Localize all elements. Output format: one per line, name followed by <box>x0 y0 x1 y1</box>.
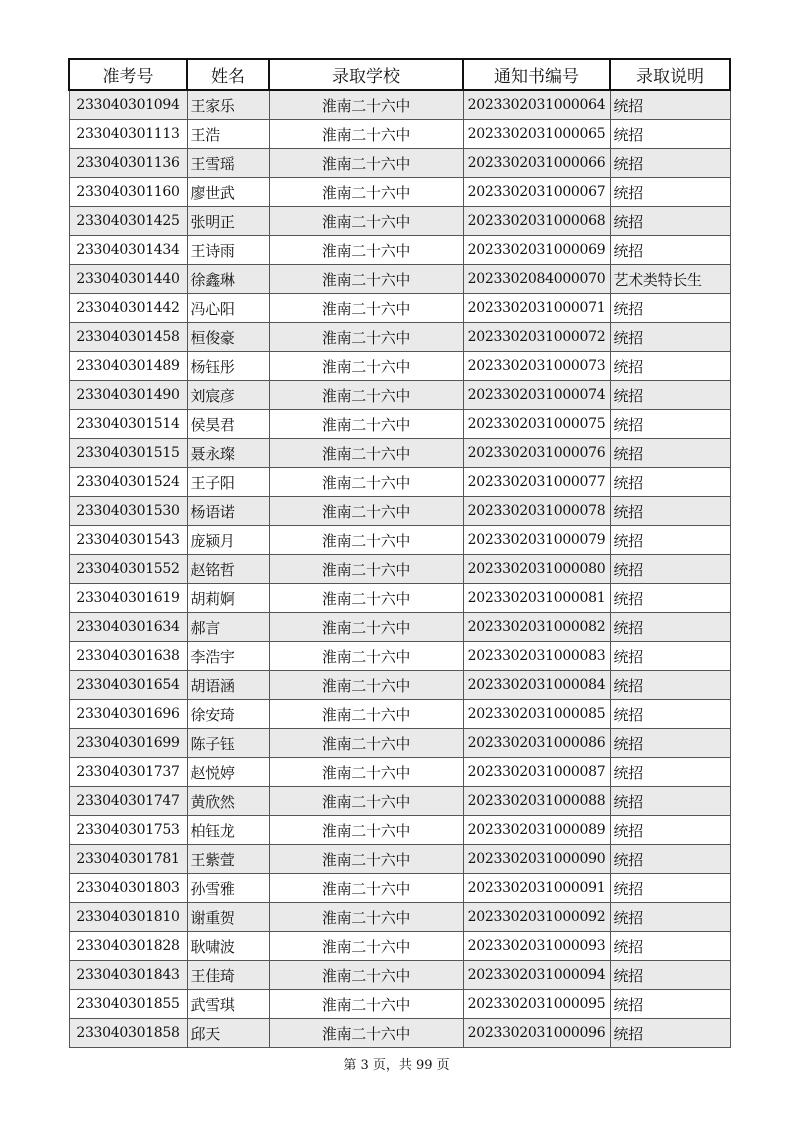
cell-admission-note: 统招 <box>610 410 730 439</box>
cell-school: 淮南二十六中 <box>269 932 463 961</box>
cell-admission-note: 统招 <box>610 439 730 468</box>
cell-exam-number: 233040301543 <box>69 526 187 555</box>
cell-name: 胡莉婀 <box>187 584 269 613</box>
cell-school: 淮南二十六中 <box>269 90 463 120</box>
table-row <box>69 526 730 555</box>
cell-exam-number: 233040301094 <box>69 90 187 120</box>
cell-name: 耿啸波 <box>187 932 269 961</box>
cell-admission-note: 统招 <box>610 555 730 584</box>
cell-school: 淮南二十六中 <box>269 700 463 729</box>
cell-admission-note: 统招 <box>610 236 730 265</box>
table-row <box>69 961 730 990</box>
cell-school: 淮南二十六中 <box>269 816 463 845</box>
cell-exam-number: 233040301781 <box>69 845 187 874</box>
cell-exam-number: 233040301160 <box>69 178 187 207</box>
cell-admission-note: 统招 <box>610 468 730 497</box>
cell-admission-note: 统招 <box>610 90 730 120</box>
cell-admission-note: 统招 <box>610 990 730 1019</box>
cell-school: 淮南二十六中 <box>269 642 463 671</box>
cell-exam-number: 233040301803 <box>69 874 187 903</box>
cell-admission-note: 统招 <box>610 787 730 816</box>
cell-admission-note: 统招 <box>610 381 730 410</box>
cell-name: 柏钰龙 <box>187 816 269 845</box>
cell-name: 孙雪雅 <box>187 874 269 903</box>
table-row <box>69 236 730 265</box>
cell-school: 淮南二十六中 <box>269 584 463 613</box>
cell-notice-number: 2023302031000081 <box>463 584 610 613</box>
cell-name: 侯昊君 <box>187 410 269 439</box>
cell-admission-note: 统招 <box>610 961 730 990</box>
cell-school: 淮南二十六中 <box>269 758 463 787</box>
cell-notice-number: 2023302031000065 <box>463 120 610 149</box>
table-row <box>69 816 730 845</box>
table-row <box>69 845 730 874</box>
cell-exam-number: 233040301552 <box>69 555 187 584</box>
cell-notice-number: 2023302031000075 <box>463 410 610 439</box>
cell-name: 杨钰彤 <box>187 352 269 381</box>
cell-admission-note: 统招 <box>610 729 730 758</box>
cell-name: 桓俊豪 <box>187 323 269 352</box>
cell-name: 王雪瑶 <box>187 149 269 178</box>
table-row <box>69 439 730 468</box>
cell-exam-number: 233040301136 <box>69 149 187 178</box>
cell-notice-number: 2023302031000087 <box>463 758 610 787</box>
cell-notice-number: 2023302084000070 <box>463 265 610 294</box>
cell-notice-number: 2023302031000072 <box>463 323 610 352</box>
page-footer: 第 3 页，共 99 页 <box>343 1058 450 1073</box>
cell-school: 淮南二十六中 <box>269 439 463 468</box>
cell-name: 武雪琪 <box>187 990 269 1019</box>
cell-school: 淮南二十六中 <box>269 265 463 294</box>
cell-exam-number: 233040301699 <box>69 729 187 758</box>
cell-admission-note: 统招 <box>610 207 730 236</box>
cell-notice-number: 2023302031000068 <box>463 207 610 236</box>
cell-school: 淮南二十六中 <box>269 236 463 265</box>
cell-name: 王佳琦 <box>187 961 269 990</box>
cell-school: 淮南二十六中 <box>269 497 463 526</box>
cell-notice-number: 2023302031000083 <box>463 642 610 671</box>
cell-notice-number: 2023302031000080 <box>463 555 610 584</box>
cell-admission-note: 统招 <box>610 613 730 642</box>
cell-school: 淮南二十六中 <box>269 178 463 207</box>
cell-school: 淮南二十六中 <box>269 845 463 874</box>
table-row <box>69 874 730 903</box>
cell-exam-number: 233040301654 <box>69 671 187 700</box>
cell-notice-number: 2023302031000093 <box>463 932 610 961</box>
cell-notice-number: 2023302031000094 <box>463 961 610 990</box>
table-row <box>69 352 730 381</box>
cell-exam-number: 233040301514 <box>69 410 187 439</box>
cell-name: 刘宸彦 <box>187 381 269 410</box>
table-row <box>69 178 730 207</box>
table-row <box>69 1019 730 1048</box>
cell-notice-number: 2023302031000074 <box>463 381 610 410</box>
header-row <box>69 59 730 90</box>
cell-exam-number: 233040301434 <box>69 236 187 265</box>
cell-exam-number: 233040301515 <box>69 439 187 468</box>
cell-admission-note: 统招 <box>610 323 730 352</box>
cell-exam-number: 233040301524 <box>69 468 187 497</box>
cell-school: 淮南二十六中 <box>269 381 463 410</box>
cell-name: 王诗雨 <box>187 236 269 265</box>
cell-notice-number: 2023302031000086 <box>463 729 610 758</box>
cell-school: 淮南二十六中 <box>269 671 463 700</box>
table-row <box>69 729 730 758</box>
table-row <box>69 410 730 439</box>
table-row <box>69 555 730 584</box>
cell-school: 淮南二十六中 <box>269 903 463 932</box>
cell-exam-number: 233040301619 <box>69 584 187 613</box>
cell-notice-number: 2023302031000095 <box>463 990 610 1019</box>
table-row <box>69 207 730 236</box>
cell-notice-number: 2023302031000071 <box>463 294 610 323</box>
cell-admission-note: 统招 <box>610 120 730 149</box>
cell-exam-number: 233040301753 <box>69 816 187 845</box>
table-row <box>69 642 730 671</box>
table-row <box>69 613 730 642</box>
cell-exam-number: 233040301828 <box>69 932 187 961</box>
table-row <box>69 381 730 410</box>
cell-admission-note: 统招 <box>610 642 730 671</box>
cell-exam-number: 233040301425 <box>69 207 187 236</box>
header-notice-number: 通知书编号 <box>463 59 610 90</box>
cell-exam-number: 233040301490 <box>69 381 187 410</box>
table-row <box>69 90 730 120</box>
table-body <box>69 90 730 1048</box>
cell-notice-number: 2023302031000084 <box>463 671 610 700</box>
cell-name: 聂永璨 <box>187 439 269 468</box>
cell-school: 淮南二十六中 <box>269 468 463 497</box>
cell-name: 王家乐 <box>187 90 269 120</box>
cell-name: 郝言 <box>187 613 269 642</box>
header-school: 录取学校 <box>269 59 463 90</box>
cell-admission-note: 统招 <box>610 816 730 845</box>
cell-exam-number: 233040301747 <box>69 787 187 816</box>
cell-notice-number: 2023302031000078 <box>463 497 610 526</box>
cell-admission-note: 统招 <box>610 700 730 729</box>
cell-notice-number: 2023302031000091 <box>463 874 610 903</box>
cell-school: 淮南二十六中 <box>269 323 463 352</box>
cell-school: 淮南二十六中 <box>269 410 463 439</box>
cell-school: 淮南二十六中 <box>269 787 463 816</box>
cell-notice-number: 2023302031000090 <box>463 845 610 874</box>
table-row <box>69 468 730 497</box>
table-row <box>69 787 730 816</box>
cell-school: 淮南二十六中 <box>269 120 463 149</box>
header-admission-note: 录取说明 <box>610 59 730 90</box>
cell-admission-note: 统招 <box>610 874 730 903</box>
table-row <box>69 323 730 352</box>
header-name: 姓名 <box>187 59 269 90</box>
admission-table-sheet <box>68 58 729 1048</box>
cell-name: 冯心阳 <box>187 294 269 323</box>
header-exam-number: 准考号 <box>69 59 187 90</box>
cell-notice-number: 2023302031000079 <box>463 526 610 555</box>
cell-notice-number: 2023302031000067 <box>463 178 610 207</box>
cell-admission-note: 统招 <box>610 584 730 613</box>
cell-notice-number: 2023302031000089 <box>463 816 610 845</box>
table-row <box>69 990 730 1019</box>
cell-name: 王浩 <box>187 120 269 149</box>
cell-school: 淮南二十六中 <box>269 961 463 990</box>
cell-notice-number: 2023302031000077 <box>463 468 610 497</box>
cell-exam-number: 233040301113 <box>69 120 187 149</box>
cell-exam-number: 233040301737 <box>69 758 187 787</box>
cell-name: 黄欣然 <box>187 787 269 816</box>
cell-exam-number: 233040301810 <box>69 903 187 932</box>
cell-notice-number: 2023302031000073 <box>463 352 610 381</box>
cell-name: 廖世武 <box>187 178 269 207</box>
cell-admission-note: 统招 <box>610 294 730 323</box>
cell-exam-number: 233040301855 <box>69 990 187 1019</box>
cell-notice-number: 2023302031000064 <box>463 90 610 120</box>
cell-school: 淮南二十六中 <box>269 874 463 903</box>
cell-name: 庞颍月 <box>187 526 269 555</box>
cell-school: 淮南二十六中 <box>269 613 463 642</box>
cell-school: 淮南二十六中 <box>269 207 463 236</box>
cell-name: 张明正 <box>187 207 269 236</box>
table-row <box>69 903 730 932</box>
cell-school: 淮南二十六中 <box>269 990 463 1019</box>
table-row <box>69 932 730 961</box>
cell-admission-note: 统招 <box>610 149 730 178</box>
cell-exam-number: 233040301858 <box>69 1019 187 1048</box>
cell-notice-number: 2023302031000069 <box>463 236 610 265</box>
cell-name: 陈子钰 <box>187 729 269 758</box>
cell-admission-note: 统招 <box>610 526 730 555</box>
cell-exam-number: 233040301638 <box>69 642 187 671</box>
cell-notice-number: 2023302031000088 <box>463 787 610 816</box>
cell-exam-number: 233040301530 <box>69 497 187 526</box>
cell-exam-number: 233040301843 <box>69 961 187 990</box>
table-row <box>69 149 730 178</box>
cell-admission-note: 统招 <box>610 903 730 932</box>
table-row <box>69 671 730 700</box>
cell-name: 谢重贺 <box>187 903 269 932</box>
cell-name: 赵悦婷 <box>187 758 269 787</box>
cell-school: 淮南二十六中 <box>269 352 463 381</box>
table-row <box>69 758 730 787</box>
cell-notice-number: 2023302031000092 <box>463 903 610 932</box>
table-row <box>69 120 730 149</box>
cell-name: 胡语涵 <box>187 671 269 700</box>
cell-exam-number: 233040301696 <box>69 700 187 729</box>
cell-name: 王紫萱 <box>187 845 269 874</box>
cell-name: 徐鑫琳 <box>187 265 269 294</box>
cell-admission-note: 统招 <box>610 671 730 700</box>
cell-name: 李浩宇 <box>187 642 269 671</box>
table-row <box>69 294 730 323</box>
table-row <box>69 584 730 613</box>
cell-exam-number: 233040301458 <box>69 323 187 352</box>
cell-school: 淮南二十六中 <box>269 526 463 555</box>
cell-admission-note: 统招 <box>610 497 730 526</box>
cell-exam-number: 233040301489 <box>69 352 187 381</box>
cell-notice-number: 2023302031000085 <box>463 700 610 729</box>
table-header <box>69 59 730 90</box>
cell-notice-number: 2023302031000096 <box>463 1019 610 1048</box>
table-row <box>69 700 730 729</box>
cell-name: 邱天 <box>187 1019 269 1048</box>
cell-exam-number: 233040301634 <box>69 613 187 642</box>
cell-admission-note: 统招 <box>610 1019 730 1048</box>
cell-name: 赵铭哲 <box>187 555 269 584</box>
cell-school: 淮南二十六中 <box>269 555 463 584</box>
cell-school: 淮南二十六中 <box>269 294 463 323</box>
cell-notice-number: 2023302031000066 <box>463 149 610 178</box>
cell-school: 淮南二十六中 <box>269 729 463 758</box>
cell-admission-note: 艺术类特长生 <box>610 265 730 294</box>
table-row <box>69 265 730 294</box>
cell-admission-note: 统招 <box>610 758 730 787</box>
cell-admission-note: 统招 <box>610 932 730 961</box>
cell-name: 杨语诺 <box>187 497 269 526</box>
cell-name: 王子阳 <box>187 468 269 497</box>
cell-admission-note: 统招 <box>610 845 730 874</box>
cell-exam-number: 233040301440 <box>69 265 187 294</box>
cell-school: 淮南二十六中 <box>269 1019 463 1048</box>
table-row <box>69 497 730 526</box>
cell-admission-note: 统招 <box>610 178 730 207</box>
cell-name: 徐安琦 <box>187 700 269 729</box>
cell-notice-number: 2023302031000082 <box>463 613 610 642</box>
cell-notice-number: 2023302031000076 <box>463 439 610 468</box>
admission-table <box>68 58 731 1048</box>
cell-exam-number: 233040301442 <box>69 294 187 323</box>
cell-school: 淮南二十六中 <box>269 149 463 178</box>
cell-admission-note: 统招 <box>610 352 730 381</box>
